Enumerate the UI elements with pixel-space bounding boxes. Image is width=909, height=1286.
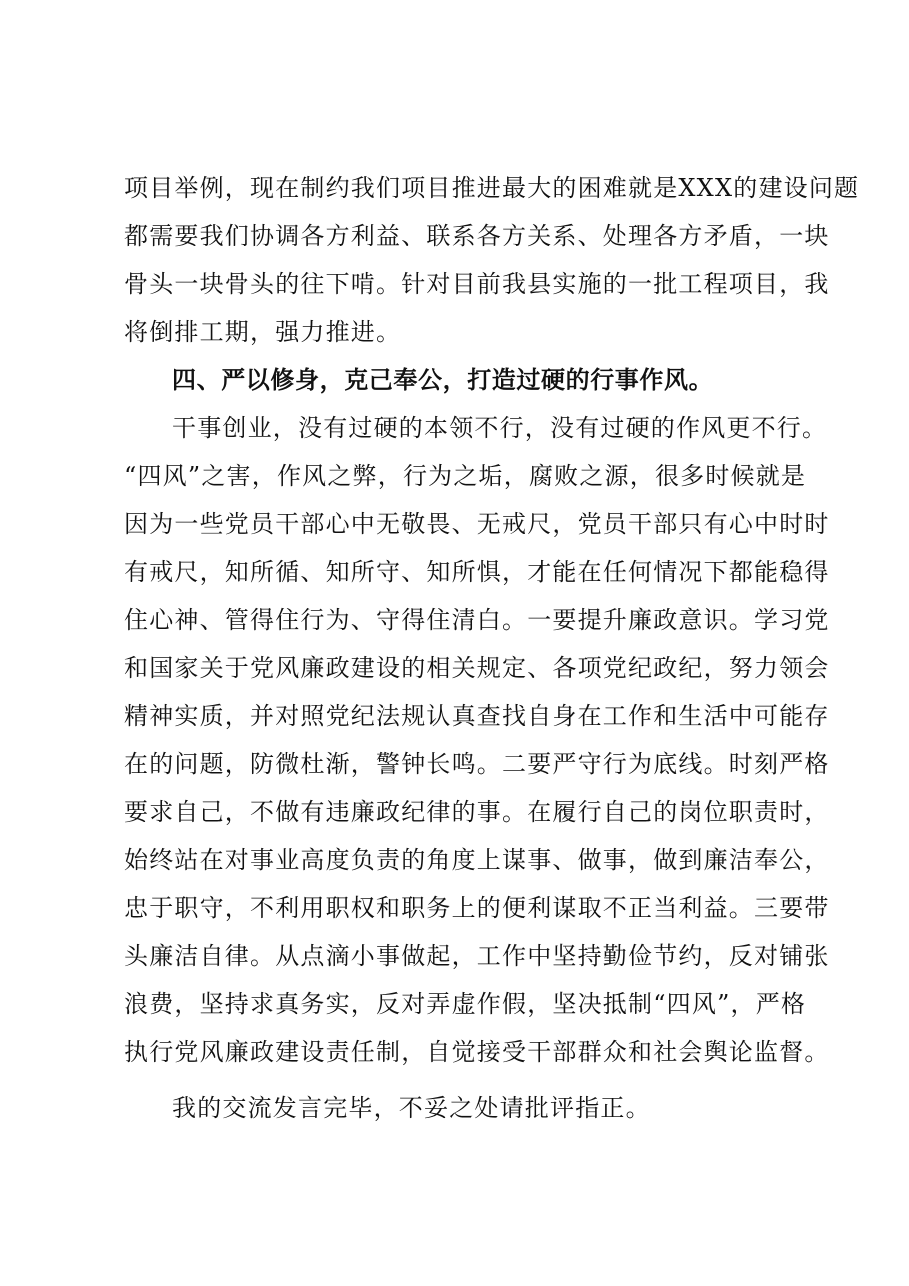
text-line: 将倒排工期，强力推进。 xyxy=(124,318,402,346)
section-heading: 四、严以修身，克己奉公，打造过硬的行事作风。 xyxy=(172,366,714,394)
text-line: 和国家关于党风廉政建设的相关规定、各项党纪政纪，努力领会 xyxy=(124,654,830,682)
text-line: 因为一些党员干部心中无敬畏、无戒尺，党员干部只有心中时时 xyxy=(124,510,830,538)
text-line: 都需要我们协调各方利益、联系各方关系、处理各方矛盾，一块 xyxy=(124,222,830,250)
text-line: 精神实质，并对照党纪法规认真查找自身在工作和生活中可能存 xyxy=(124,702,830,730)
text-line: 骨头一块骨头的往下啃。针对目前我县实施的一批工程项目，我 xyxy=(124,270,830,298)
closing-line: 我的交流发言完毕，不妥之处请批评指正。 xyxy=(172,1094,651,1122)
text-line: 始终站在对事业高度负责的角度上谋事、做事，做到廉洁奉公， xyxy=(124,846,830,874)
text-line: 执行党风廉政建设责任制，自觉接受干部群众和社会舆论监督。 xyxy=(124,1038,830,1066)
text-line: 在的问题，防微杜渐，警钟长鸣。二要严守行为底线。时刻严格 xyxy=(124,750,830,778)
text-line: 有戒尺，知所循、知所守、知所惧，才能在任何情况下都能稳得 xyxy=(124,558,830,586)
text-line: “四风”之害，作风之弊，行为之垢，腐败之源，很多时候就是 xyxy=(124,462,807,490)
text-line: 浪费，坚持求真务实，反对弄虚作假，坚决抵制“四风”，严格 xyxy=(124,990,807,1018)
text-line: 忠于职守，不利用职权和职务上的便利谋取不正当利益。三要带 xyxy=(124,894,830,922)
text-line: 项目举例，现在制约我们项目推进最大的困难就是XXX的建设问题 xyxy=(124,174,860,202)
text-line: 干事创业，没有过硬的本领不行，没有过硬的作风更不行。 xyxy=(172,414,828,442)
text-line: 头廉洁自律。从点滴小事做起，工作中坚持勤俭节约，反对铺张 xyxy=(124,942,830,970)
text-line: 住心神、管得住行为、守得住清白。一要提升廉政意识。学习党 xyxy=(124,606,830,634)
text-line: 要求自己，不做有违廉政纪律的事。在履行自己的岗位职责时， xyxy=(124,798,830,826)
